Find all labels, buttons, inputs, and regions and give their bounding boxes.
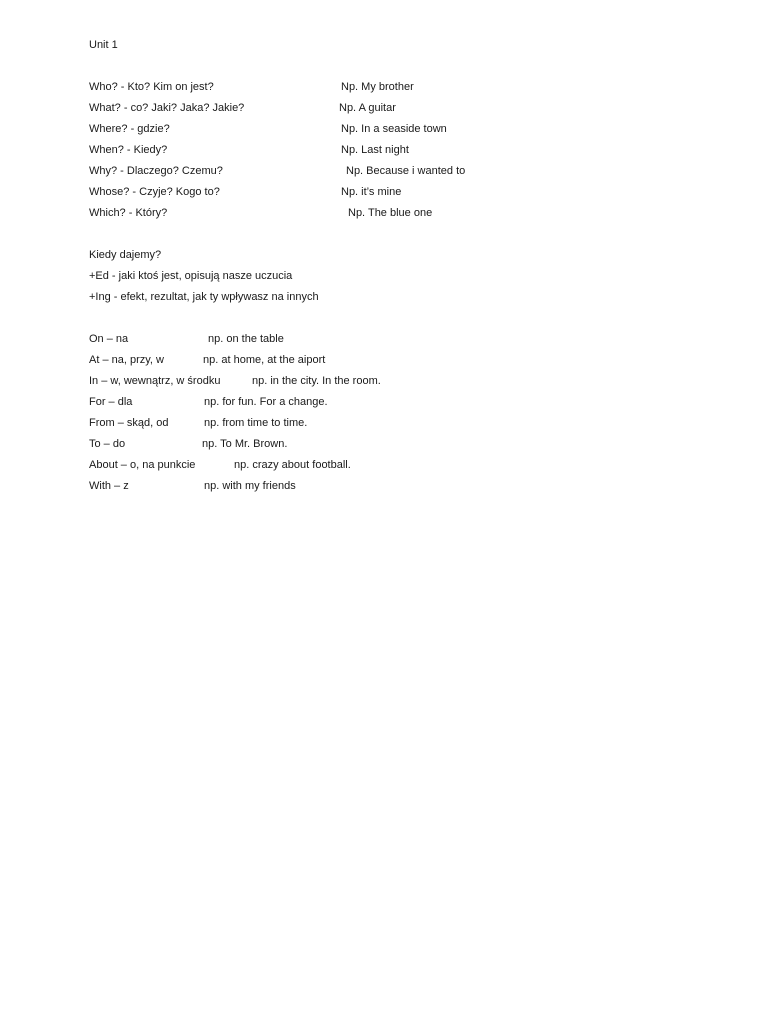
question-example: Np. A guitar — [339, 102, 396, 114]
question-example: Np. it’s mine — [341, 186, 402, 198]
question-example: Np. Last night — [341, 144, 409, 156]
question-example: Np. In a seaside town — [341, 123, 447, 135]
question-example: Np. My brother — [341, 81, 414, 93]
question-word: Whose? - Czyje? Kogo to? — [89, 186, 220, 198]
preposition-example: np. on the table — [208, 333, 284, 345]
preposition-word: At – na, przy, w — [89, 354, 164, 366]
question-word: Who? - Kto? Kim on jest? — [89, 81, 214, 93]
preposition-example: np. for fun. For a change. — [204, 396, 328, 408]
note-line: +Ed - jaki ktoś jest, opisują nasze uczucia — [89, 270, 293, 282]
preposition-example: np. from time to time. — [204, 417, 308, 429]
page-title: Unit 1 — [89, 39, 118, 51]
preposition-example: np. To Mr. Brown. — [202, 438, 288, 450]
preposition-example: np. crazy about football. — [234, 459, 351, 471]
question-example: Np. Because i wanted to — [346, 165, 466, 177]
preposition-word: From – skąd, od — [89, 417, 169, 429]
preposition-word: In – w, wewnątrz, w środku — [89, 375, 221, 387]
preposition-word: On – na — [89, 333, 129, 345]
preposition-word: To – do — [89, 438, 126, 450]
note-line: Kiedy dajemy? — [89, 249, 162, 261]
preposition-example: np. with my friends — [204, 480, 296, 492]
preposition-word: For – dla — [89, 396, 133, 408]
preposition-word: About – o, na punkcie — [89, 459, 196, 471]
question-word: When? - Kiedy? — [89, 144, 168, 156]
preposition-word: With – z — [89, 480, 129, 492]
note-line: +Ing - efekt, rezultat, jak ty wpływasz na innych — [89, 291, 319, 303]
question-word: Where? - gdzie? — [89, 123, 170, 135]
question-word: Which? - Który? — [89, 207, 168, 219]
question-word: What? - co? Jaki? Jaka? Jakie? — [89, 102, 245, 114]
question-example: Np. The blue one — [348, 207, 433, 219]
preposition-example: np. in the city. In the room. — [252, 375, 381, 387]
question-word: Why? - Dlaczego? Czemu? — [89, 165, 223, 177]
preposition-example: np. at home, at the aiport — [203, 354, 326, 366]
